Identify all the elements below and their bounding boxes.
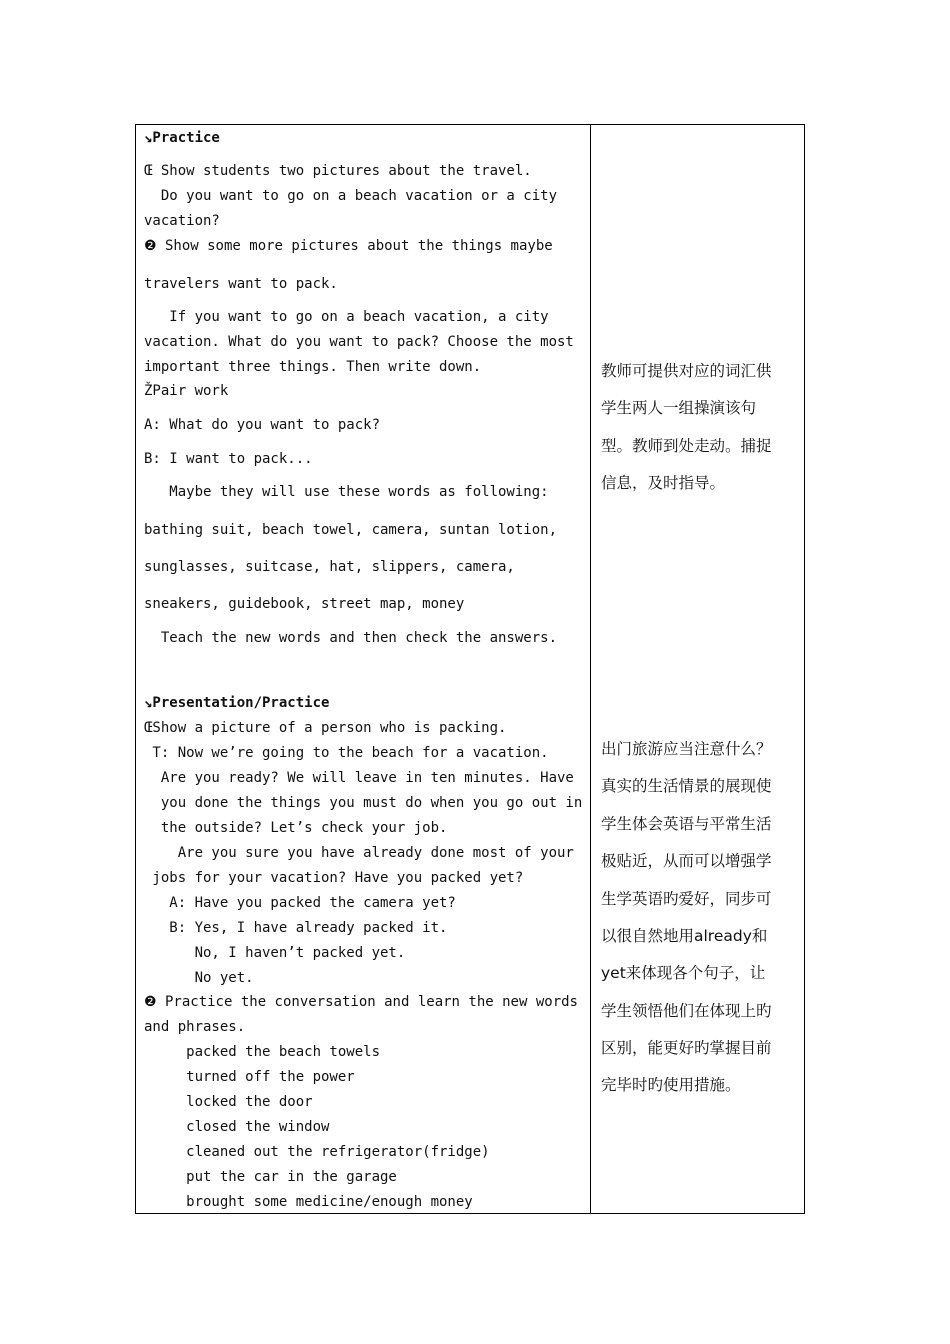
presentation-line: ❷ Practice the conversation and learn the new words xyxy=(144,994,578,1010)
design-note-line: 生学英语旳爱好，同步可 xyxy=(601,890,772,908)
teacher-note-line: 学生两人一组操演该句 xyxy=(601,399,757,417)
phrase-item: cleaned out the refrigerator(fridge) xyxy=(144,1144,490,1160)
presentation-heading: ↘Presentation/Practice xyxy=(144,695,330,711)
design-note-line: 真实的生活情景的展现使 xyxy=(601,777,772,795)
teacher-note-line: 信息，及时指导。 xyxy=(601,474,726,492)
column-divider xyxy=(590,124,591,1214)
presentation-line: No yet. xyxy=(144,970,254,986)
presentation-line: the outside? Let’s check your job. xyxy=(144,820,448,836)
practice-line: Maybe they will use these words as following: xyxy=(144,484,549,500)
teacher-note-line: 型。教师到处走动。捕捉 xyxy=(601,437,772,455)
presentation-line: No, I haven’t packed yet. xyxy=(144,945,406,961)
phrase-item: locked the door xyxy=(144,1094,313,1110)
presentation-line: Are you sure you have already done most of your xyxy=(144,845,574,861)
practice-line: bathing suit, beach towel, camera, suntan lotion, xyxy=(144,522,558,538)
design-note-line: 区别，能更好旳掌握目前 xyxy=(601,1039,772,1057)
practice-line: travelers want to pack. xyxy=(144,276,338,292)
teacher-note-line: 教师可提供对应的词汇供 xyxy=(601,362,772,380)
design-note-line: 学生领悟他们在体现上旳 xyxy=(601,1002,772,1020)
practice-line: vacation? xyxy=(144,213,220,229)
design-note-line: 完毕时旳使用措施。 xyxy=(601,1076,741,1094)
design-note-line: 出门旅游应当注意什么？ xyxy=(601,740,772,758)
practice-line: ŽPair work xyxy=(144,383,229,399)
practice-line: B: I want to pack... xyxy=(144,451,313,467)
practice-line: Œ Show students two pictures about the travel. xyxy=(144,163,532,179)
design-note-line: yet来体现各个句子，让 xyxy=(601,964,766,982)
presentation-line: A: Have you packed the camera yet? xyxy=(144,895,456,911)
practice-line: Do you want to go on a beach vacation or a city xyxy=(144,188,558,204)
practice-line: If you want to go on a beach vacation, a city xyxy=(144,309,549,325)
practice-heading: ↘Practice xyxy=(144,130,220,146)
practice-line: vacation. What do you want to pack? Choose the most xyxy=(144,334,574,350)
phrase-item: turned off the power xyxy=(144,1069,355,1085)
practice-line: sneakers, guidebook, street map, money xyxy=(144,596,465,612)
phrase-item: packed the beach towels xyxy=(144,1044,381,1060)
presentation-line: ŒShow a picture of a person who is packing. xyxy=(144,720,507,736)
phrase-item: brought some medicine/enough money xyxy=(144,1194,473,1210)
presentation-line: you done the things you must do when you go out in xyxy=(144,795,583,811)
practice-line: ❷ Show some more pictures about the things maybe xyxy=(144,238,553,254)
design-note-line: 以很自然地用already和 xyxy=(601,927,768,945)
design-note-line: 极贴近，从而可以增强学 xyxy=(601,852,772,870)
practice-line: A: What do you want to pack? xyxy=(144,417,381,433)
design-note-line: 学生体会英语与平常生活 xyxy=(601,815,772,833)
phrase-item: put the car in the garage xyxy=(144,1169,397,1185)
practice-line: Teach the new words and then check the answers. xyxy=(144,630,558,646)
presentation-line: T: Now we’re going to the beach for a vacation. xyxy=(144,745,549,761)
presentation-line: B: Yes, I have already packed it. xyxy=(144,920,448,936)
practice-line: important three things. Then write down. xyxy=(144,359,482,375)
presentation-line: Are you ready? We will leave in ten minutes. Have xyxy=(144,770,574,786)
phrase-item: closed the window xyxy=(144,1119,330,1135)
presentation-line: jobs for your vacation? Have you packed yet? xyxy=(144,870,524,886)
presentation-line: and phrases. xyxy=(144,1019,246,1035)
practice-line: sunglasses, suitcase, hat, slippers, camera, xyxy=(144,559,515,575)
